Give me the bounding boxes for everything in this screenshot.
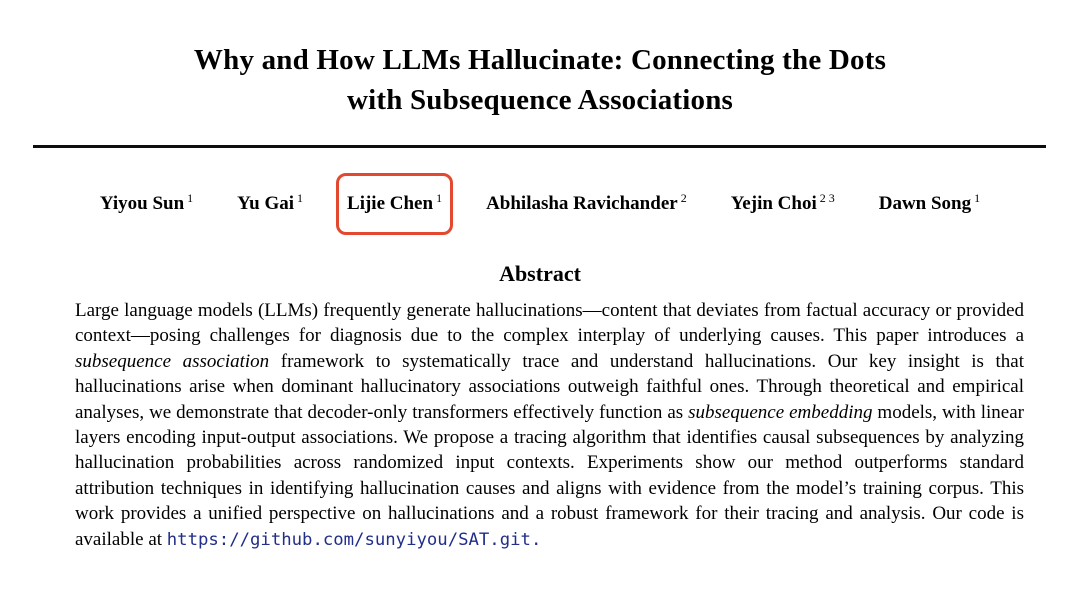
paper-page: [0, 40, 1080, 600]
paper-title-line-2: with Subsequence Associations: [346, 84, 734, 116]
title-divider-rule: [33, 145, 1046, 148]
author-highlight-box-lijie-chen: [336, 173, 453, 235]
abstract-text-segment: Large language models (LLMs) frequently generate hallucinations—content that deviates from factual accuracy or provided context—posing challenges for diagnosis due to the complex interplay of underlying causes. This paper introduces a: [75, 300, 1024, 347]
author-item-yu-gai: [226, 173, 314, 235]
abstract-heading: Abstract: [499, 261, 581, 286]
author-item-yejin-choi: [720, 173, 846, 235]
author-affiliation-superscript: 1: [974, 190, 981, 205]
abstract-italic-term: subsequence embedding: [688, 401, 873, 423]
author-affiliation-superscript: 2 3: [819, 190, 835, 205]
author-item-yiyou-sun: [89, 173, 204, 235]
author-name: Yiyou Sun: [99, 193, 185, 214]
author-name: Dawn Song: [878, 193, 972, 214]
author-name: Yu Gai: [237, 193, 295, 214]
author-item-dawn-song: [868, 173, 991, 235]
code-repository-link[interactable]: https://github.com/sunyiyou/SAT.git: [166, 529, 531, 550]
author-item-abhilasha-ravichander: [475, 173, 698, 235]
code-repository-link[interactable]: .: [530, 529, 542, 550]
author-affiliation-superscript: 1: [436, 190, 443, 205]
abstract-text-segment: models, with linear layers encoding input-output associations. We propose a tracing algorithm that identifies causal subsequences by analyzing hallucination probabilities across randomized input contexts. Experiments show our method outperforms standard attribution techniques in identifying hallucination causes and aligns with evidence from the model’s training corpus. This work provides a unified perspective on hallucinations and a robust framework for their tracing and analysis. Our code is available at: [75, 401, 1024, 550]
abstract-paragraph: [75, 298, 1024, 553]
author-list: [0, 166, 1080, 242]
paper-title-line-1: Why and How LLMs Hallucinate: Connecting the Dots: [193, 44, 887, 76]
author-affiliation-superscript: 1: [297, 190, 304, 205]
abstract-italic-term: subsequence association: [75, 350, 270, 372]
paper-title: [0, 40, 1080, 120]
author-affiliation-superscript: 1: [187, 190, 194, 205]
author-name: Lijie Chen: [347, 193, 434, 214]
author-affiliation-superscript: 2: [680, 190, 687, 205]
author-name: Abhilasha Ravichander: [486, 193, 678, 214]
abstract-text-segment: framework to systematically trace and understand hallucinations. Our key insight is that hallucinations arise when dominant hallucinatory associations outweigh faithful ones. Through theoretical and empirical analyses, we demonstrate that decoder-only transformers effectively function as: [75, 350, 1024, 423]
author-name: Yejin Choi: [730, 193, 817, 214]
